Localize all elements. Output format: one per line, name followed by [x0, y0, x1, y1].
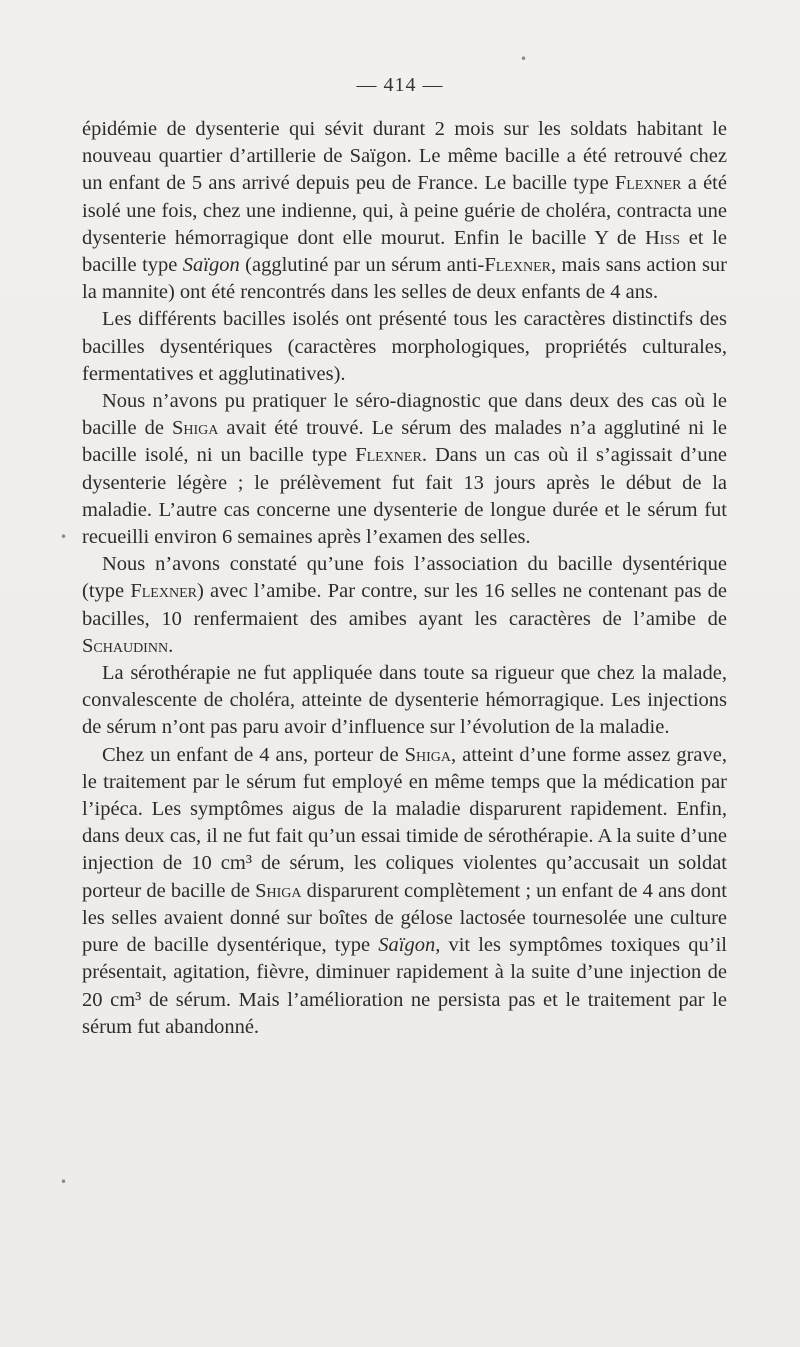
text-segment: Chez un enfant de 4 ans, porteur de — [102, 743, 405, 766]
author-name: Shiga — [171, 417, 219, 440]
print-speck: • — [520, 52, 528, 66]
author-name: Hiss — [644, 226, 681, 249]
text-segment: , vit les symptômes toxiques qu’il présentait, agitation, fièvre, diminuer rapidement à la suite d’une injection de 20 cm³ de sérum. Mais l’amélioration ne persista pas et le traitement par le sérum fut abandonné. — [82, 934, 727, 1038]
paragraph-2 — [82, 306, 727, 388]
paragraph-6 — [82, 742, 727, 1041]
text-segment: , atteint d’une forme assez grave, le traitement par le sérum fut employé en même temps que la médication par l’ipéca. Les symptômes aigus de la maladie disparurent rapidement. Enfin, dans deux cas, il ne fut fait qu’un essai timide de sérothérapie. A la suite d’une injection de 10 cm³ de sérum, les coliques violentes qu’accusait un soldat porteur de bacille de — [82, 743, 727, 902]
text-segment: Nous n’avons pu pratiquer le séro-diagnostic que dans deux des cas où le bacille de — [82, 390, 727, 440]
print-speck: • — [60, 530, 68, 544]
author-name: Flexner — [484, 254, 551, 277]
bacillus-type-name: Saïgon — [182, 254, 240, 277]
author-name: Schaudinn — [82, 634, 169, 657]
text-segment: . Dans un cas où il s’agissait d’une dysenterie légère ; le prélèvement fut fait 13 jours après le début de la maladie. L’autre cas concerne une dysenterie de longue durée et le sérum fut recueilli environ 6 semaines après l’examen des selles. — [82, 444, 727, 549]
text-segment: épidémie de dysenterie qui sévit durant 2 mois sur les soldats habitant le nouveau quartier d’artillerie de Saïgon. Le même bacille a été retrouvé chez un enfant de 5 ans arrivé depuis peu de France. Le bacille type — [82, 118, 727, 195]
body-text — [82, 116, 727, 1041]
text-segment: et le bacille type — [82, 226, 727, 277]
page-number: — 414 — — [356, 74, 444, 96]
text-segment: disparurent complètement ; un enfant de 4 ans dont les selles avaient donné sur boîtes de gélose lactosée tournesolée une culture pure de bacille dysentérique, type — [82, 879, 727, 957]
author-name: Shiga — [255, 879, 302, 902]
text-segment: ) avec l’amibe. Par contre, sur les 16 selles ne contenant pas de bacilles, 10 renfermaient des amibes ayant les caractères de l’amibe de — [82, 580, 727, 630]
paragraph-3 — [82, 388, 727, 551]
paragraph-1 — [82, 116, 727, 306]
paragraph-5 — [82, 660, 727, 742]
text-segment: a été isolé une fois, chez une indienne, qui, à peine guérie de choléra, contracta une dysenterie hémorragique dont elle mourut. Enfin le bacille Y de — [82, 172, 727, 249]
text-segment: avait été trouvé. Le sérum des malades n’a agglutiné ni le bacille isolé, ni un bacille type — [82, 417, 728, 467]
text-segment: Les différents bacilles isolés ont présenté tous les caractères distinctifs des bacilles dysentériques (caractères morphologiques, propriétés culturales, fermentatives et agglutinatives). — [82, 308, 727, 385]
text-segment: . — [168, 634, 174, 657]
bacillus-type-name: Saïgon — [378, 934, 436, 957]
author-name: Flexner — [130, 580, 197, 603]
text-segment: Nous n’avons constaté qu’une fois l’association du bacille dysentérique (type — [82, 553, 727, 603]
print-speck: • — [60, 1175, 68, 1189]
text-segment: La sérothérapie ne fut appliquée dans toute sa rigueur que chez la malade, convalescente de choléra, atteinte de dysenterie hémorragique. Les injections de sérum n’ont pas paru avoir d’influence sur l’évolution de la maladie. — [82, 662, 727, 739]
paragraph-4 — [82, 551, 727, 660]
author-name: Shiga — [404, 743, 451, 766]
author-name: Flexner — [614, 172, 682, 195]
author-name: Flexner — [355, 444, 422, 467]
text-segment: (agglutiné par un sérum anti- — [239, 254, 485, 277]
text-segment: , mais sans action sur la mannite) ont été rencontrés dans les selles de deux enfants de 4 ans. — [82, 254, 727, 304]
